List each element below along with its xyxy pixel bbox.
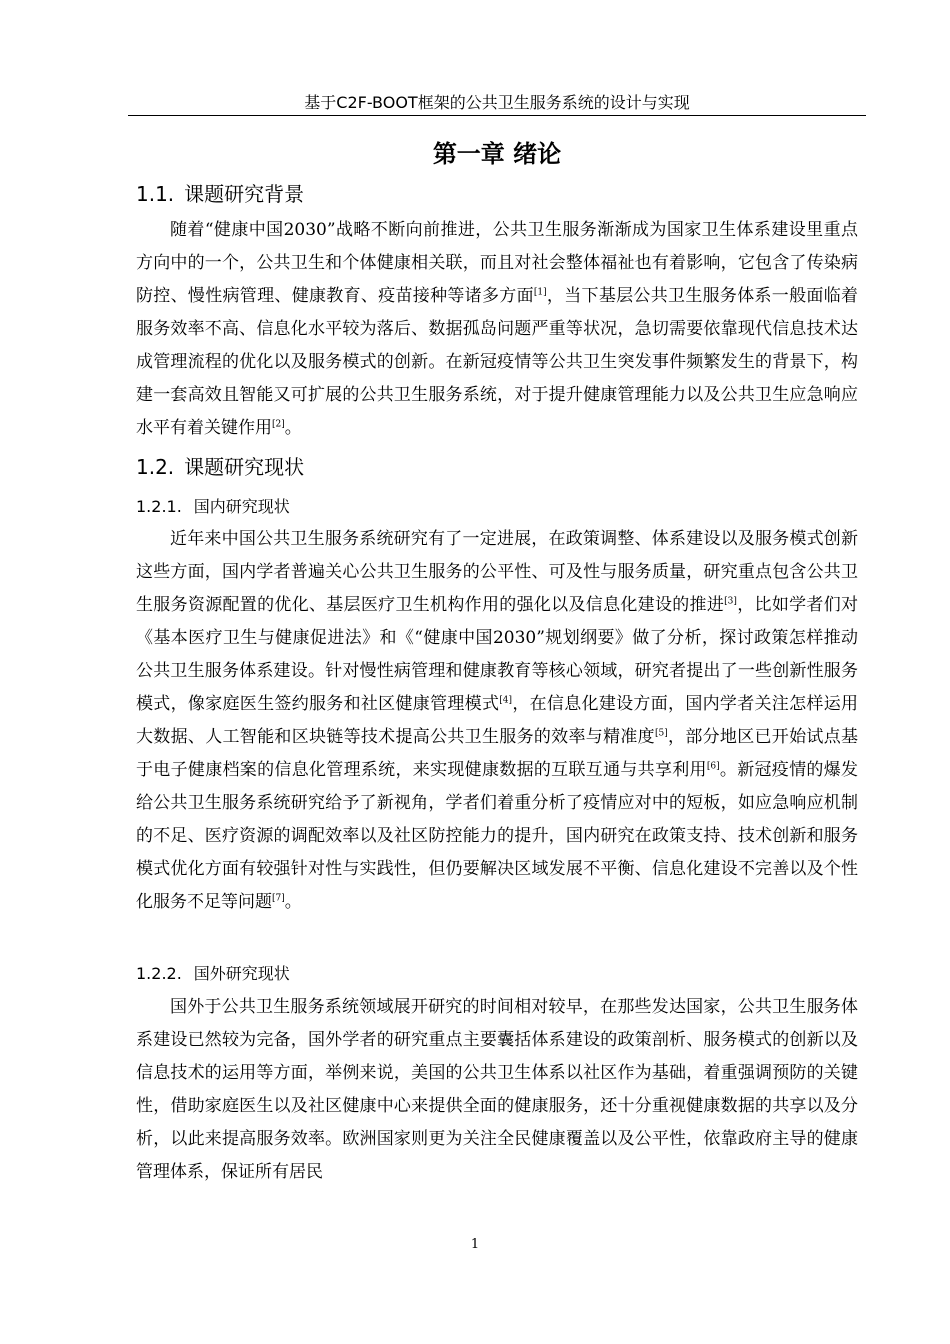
paragraph-text: ，部分地区已开始试点基于电子健康档案的信息化管理系统，来实现健康数据的互联互通与共享利用 [136,727,859,780]
citation-3: [3] [724,596,737,607]
paragraph-text: ，比如学者们对《基本医疗卫生与健康促进法》和《“健康中国2030”规划纲要》做了分析，探讨政策怎样推动公共卫生服务体系建设。针对慢性病管理和健康教育等核心领域，研究者提出了一些创新性服务模式，像家庭医生签约服务和社区健康管理模式 [136,595,859,714]
subsection-number: 1.2.1. [136,497,182,516]
chapter-title: 第一章 绪论 [432,140,562,168]
section-title: 课题研究背景 [184,182,305,206]
paragraph-text: ，当下基层公共卫生服务体系一般面临着服务效率不高、信息化水平较为落后、数据孤岛问题严重等状况，急切需要依靠现代信息技术达成管理流程的优化以及服务模式的创新。在新冠疫情等公共卫生突发事件频繁发生的背景下，构建一套高效且智能又可扩展的公共卫生服务系统，对于提升健康管理能力以及公共卫生应急响应水平有着关键作用 [136,286,859,438]
section-heading-1-2 [136,453,304,481]
citation-4: [4] [499,695,513,706]
section-title: 课题研究现状 [184,455,305,479]
paragraph-text: 国外于公共卫生服务系统领域展开研究的时间相对较早，在那些发达国家，公共卫生服务体系建设已然较为完备，国外学者的研究重点主要囊括体系建设的政策剖析、服务模式的创新以及信息技术的运用等方面，举例来说，美国的公共卫生体系以社区作为基础，着重强调预防的关键性，借助家庭医生以及社区健康中心来提供全面的健康服务，还十分重视健康数据的共享以及分析，以此来提高服务效率。欧洲国家则更为关注全民健康覆盖以及公平性，依靠政府主导的健康管理体系，保证所有居民 [136,997,858,1182]
section-heading-1-1 [136,180,304,208]
paragraph-text: 随着“健康中国2030”战略不断向前推进，公共卫生服务渐渐成为国家卫生体系建设里重点方向中的一个，公共卫生和个体健康相关联，而且对社会整体福祉也有着影响，它包含了传染病防控、慢性病管理、健康教育、疫苗接种等诸多方面 [136,220,858,306]
paragraph-text: 。 [284,892,302,912]
subsection-title: 国内研究现状 [193,497,290,516]
subsection-heading-1-2-2 [136,962,290,986]
section-number: 1.2. [136,455,175,479]
subsection-title: 国外研究现状 [193,964,290,983]
citation-1: [1] [533,287,547,298]
subsection-heading-1-2-1 [136,495,290,519]
citation-6: [6] [706,761,720,772]
citation-7: [7] [272,893,285,904]
section-number: 1.1. [136,182,175,206]
paragraph-domestic-research [136,523,858,919]
paragraph-text: ，在信息化建设方面，国内学者关注怎样运用大数据、人工智能和区块链等技术提高公共卫生服务的效率与精准度 [136,694,859,747]
running-header: 基于C2F-BOOT框架的公共卫生服务系统的设计与实现 [304,93,690,112]
citation-2: [2] [272,419,285,430]
paragraph-text: 。 [284,418,302,438]
header-rule [128,115,866,116]
paragraph-text: 近年来中国公共卫生服务系统研究有了一定进展，在政策调整、体系建设以及服务模式创新这些方面，国内学者普遍关心公共卫生服务的公平性、可及性与服务质量，研究重点包含公共卫生服务资源配置的优化、基层医疗卫生机构作用的强化以及信息化建设的推进 [136,529,858,615]
paragraph-foreign-research [136,991,858,1189]
paragraph-background [136,214,858,445]
subsection-number: 1.2.2. [136,964,182,983]
paragraph-text: 。新冠疫情的爆发给公共卫生服务系统研究给予了新视角，学者们着重分析了疫情应对中的短板，如应急响应机制的不足、医疗资源的调配效率以及社区防控能力的提升，国内研究在政策支持、技术创新和服务模式优化方面有较强针对性与实践性，但仍要解决区域发展不平衡、信息化建设不完善以及个性化服务不足等问题 [136,760,858,912]
citation-5: [5] [654,728,668,739]
page-number: 1 [470,1237,480,1252]
